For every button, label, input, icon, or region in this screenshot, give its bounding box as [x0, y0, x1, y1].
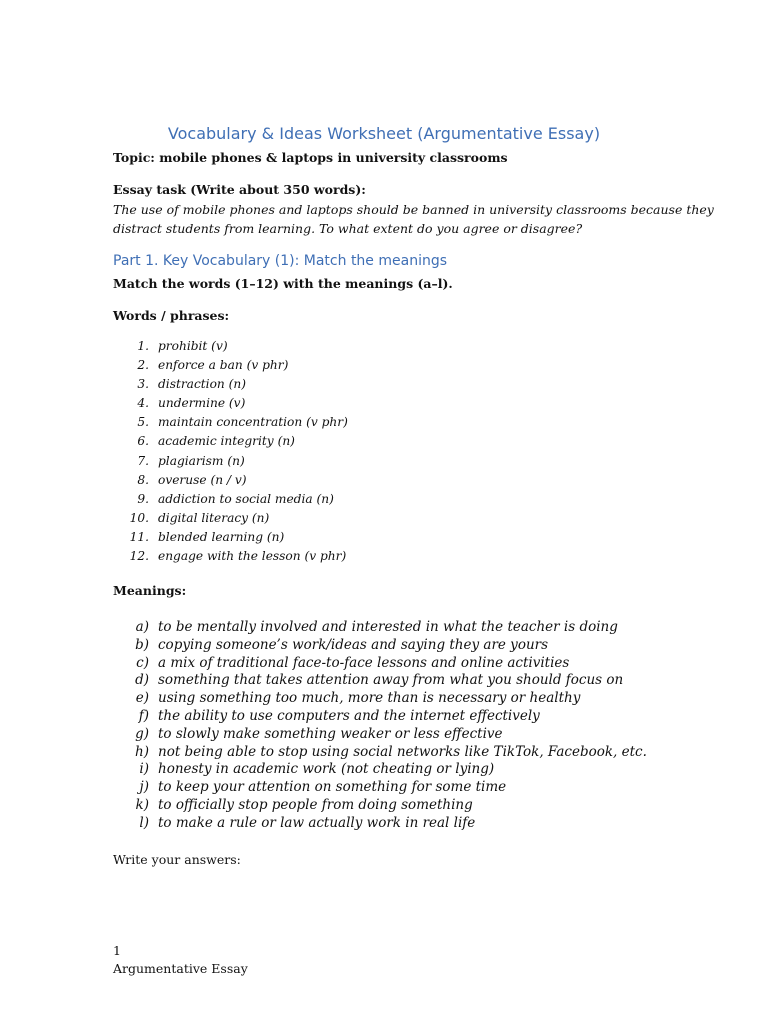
item-text: distraction (n)	[158, 377, 246, 392]
list-item	[113, 454, 348, 473]
item-text: to officially stop people from doing something	[158, 796, 473, 813]
list-item	[113, 415, 348, 434]
item-number: 12.	[129, 549, 149, 564]
list-item	[113, 815, 647, 833]
item-number: 4.	[137, 396, 149, 411]
item-text: to slowly make something weaker or less effective	[158, 725, 503, 742]
meanings-list	[113, 619, 647, 833]
list-item	[113, 511, 348, 530]
list-item	[113, 690, 647, 708]
item-text: not being able to stop using social networks like TikTok, Facebook, etc.	[158, 743, 647, 760]
item-number: 10.	[129, 510, 149, 525]
footer-page-number: 1	[113, 943, 121, 958]
list-item	[113, 672, 647, 690]
list-item	[113, 726, 647, 744]
list-item	[113, 761, 647, 779]
item-letter: l)	[139, 814, 149, 831]
footer-running-title: Argumentative Essay	[113, 961, 248, 976]
item-number: 5.	[137, 415, 149, 430]
item-letter: d)	[135, 672, 149, 689]
list-item	[113, 377, 348, 396]
list-item	[113, 549, 348, 568]
words-heading: Words / phrases:	[113, 308, 230, 323]
list-item	[113, 492, 348, 511]
item-text: prohibit (v)	[158, 339, 228, 353]
list-item	[113, 619, 647, 637]
item-text: blended learning (n)	[158, 529, 285, 544]
list-item	[113, 339, 348, 358]
list-item	[113, 434, 348, 453]
item-text: enforce a ban (v phr)	[158, 358, 289, 373]
item-number: 11.	[129, 529, 149, 544]
list-item	[113, 473, 348, 492]
item-text: copying someone’s work/ideas and saying they are yours	[158, 636, 549, 653]
item-text: honesty in academic work (not cheating or lying)	[158, 761, 495, 778]
item-letter: e)	[135, 690, 149, 707]
item-number: 3.	[137, 377, 149, 392]
list-item	[113, 396, 348, 415]
item-text: using something too much, more than is necessary or healthy	[158, 690, 581, 707]
item-text: something that takes attention away from what you should focus on	[158, 672, 624, 689]
item-number: 8.	[137, 472, 149, 487]
page-title: Vocabulary & Ideas Worksheet (Argumentative Essay)	[167, 124, 601, 143]
item-letter: g)	[135, 725, 149, 742]
item-text: addiction to social media (n)	[158, 491, 334, 506]
item-number: 2.	[137, 358, 149, 373]
item-letter: i)	[139, 761, 149, 778]
item-letter: b)	[135, 636, 149, 653]
item-number: 9.	[137, 491, 149, 506]
item-letter: f)	[138, 707, 149, 724]
list-item	[113, 779, 647, 797]
item-text: academic integrity (n)	[158, 434, 295, 449]
list-item	[113, 744, 647, 762]
item-text: overuse (n / v)	[158, 472, 247, 487]
list-item	[113, 358, 348, 377]
item-number: 1.	[137, 339, 149, 353]
essay-task-heading: Essay task (Write about 350 words):	[113, 182, 366, 197]
meanings-heading: Meanings:	[113, 583, 187, 598]
item-letter: k)	[135, 796, 149, 813]
item-text: to keep your attention on something for some time	[158, 779, 507, 796]
item-number: 7.	[137, 453, 149, 468]
item-text: to be mentally involved and interested in what the teacher is doing	[158, 619, 618, 635]
item-text: undermine (v)	[158, 396, 246, 411]
item-text: a mix of traditional face-to-face lessons and online activities	[158, 654, 570, 671]
list-item	[113, 797, 647, 815]
words-list	[113, 339, 348, 568]
essay-task-text-line-2: distract students from learning. To what extent do you agree or disagree?	[113, 221, 583, 236]
list-item	[113, 655, 647, 673]
answers-prompt: Write your answers:	[113, 852, 241, 867]
match-instruction: Match the words (1–12) with the meanings (a–l).	[113, 276, 453, 291]
item-letter: h)	[135, 743, 149, 760]
item-letter: c)	[136, 654, 149, 671]
item-text: to make a rule or law actually work in real life	[158, 814, 476, 831]
item-letter: j)	[139, 779, 149, 796]
topic-line: Topic: mobile phones & laptops in university classrooms	[113, 150, 508, 165]
item-text: the ability to use computers and the internet effectively	[158, 707, 540, 724]
list-item	[113, 708, 647, 726]
item-text: plagiarism (n)	[158, 453, 245, 468]
item-text: digital literacy (n)	[158, 510, 270, 525]
list-item	[113, 637, 647, 655]
item-letter: a)	[135, 619, 149, 635]
list-item	[113, 530, 348, 549]
essay-task-text-line-1: The use of mobile phones and laptops should be banned in university classrooms because they	[113, 202, 714, 217]
item-text: engage with the lesson (v phr)	[158, 549, 347, 564]
item-text: maintain concentration (v phr)	[158, 415, 348, 430]
part1-heading: Part 1. Key Vocabulary (1): Match the meanings	[113, 253, 448, 269]
item-number: 6.	[137, 434, 149, 449]
